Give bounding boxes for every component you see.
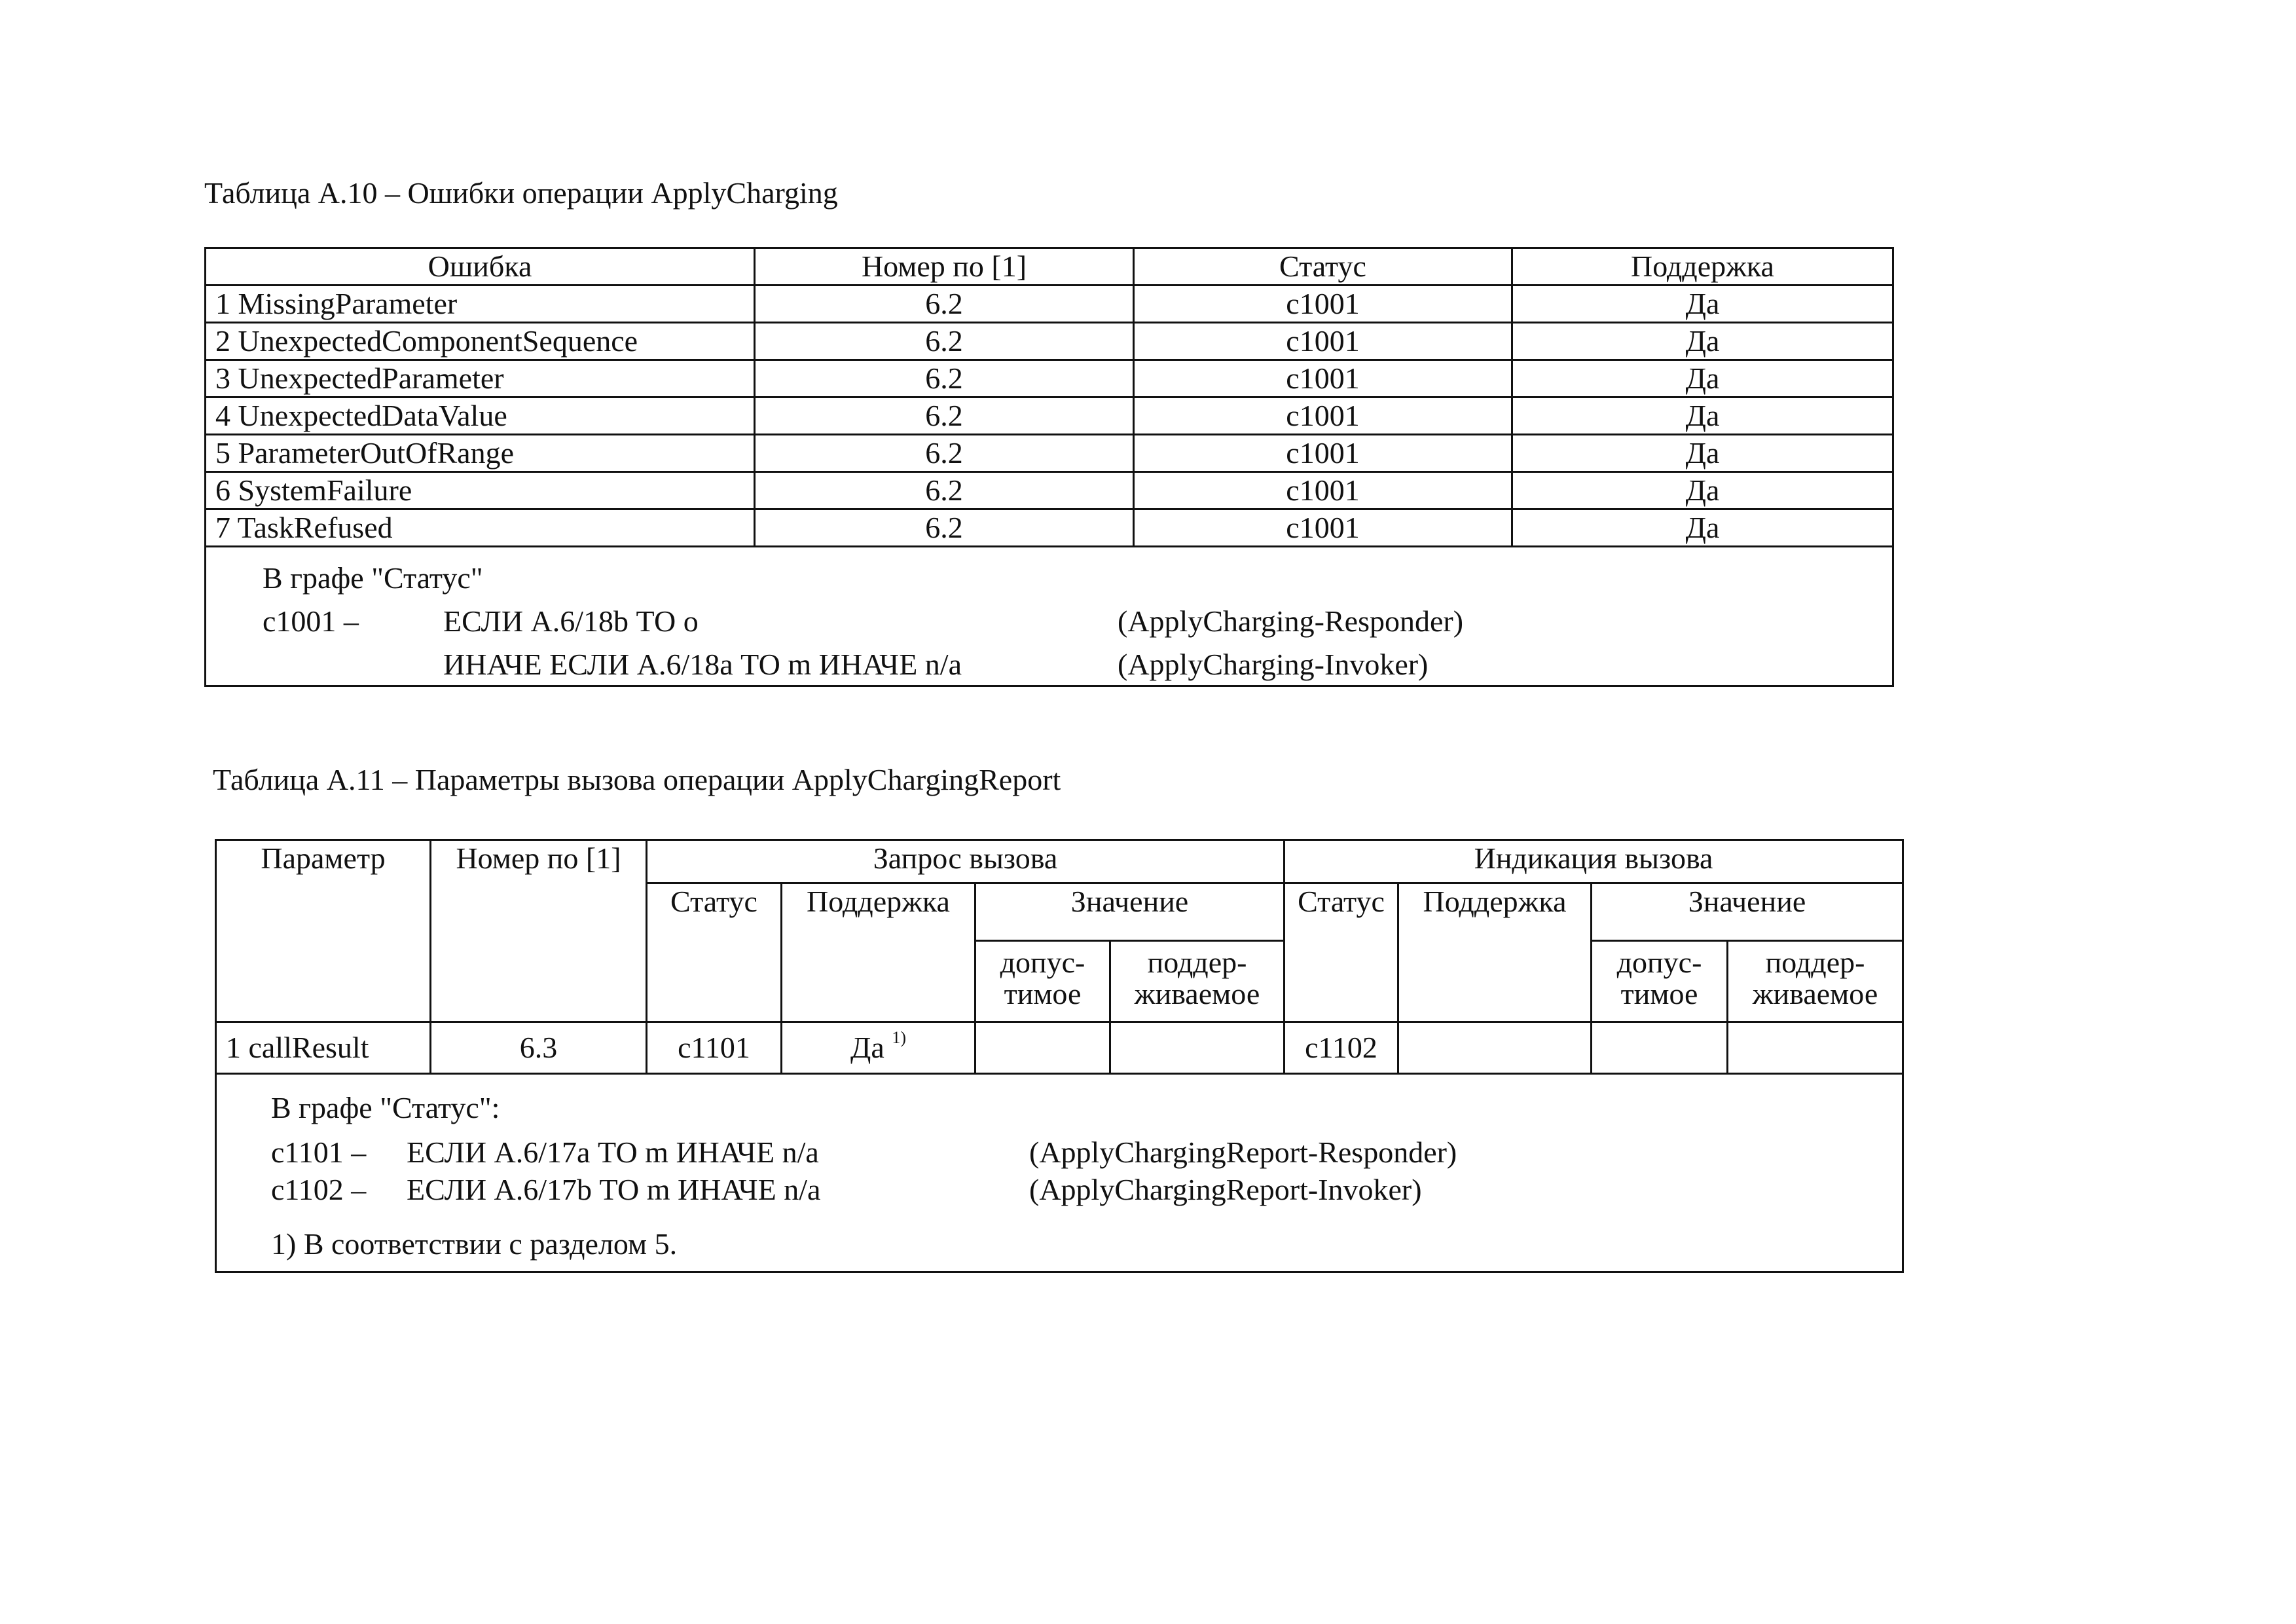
column-header-indication-allowed: допус-тимое bbox=[1592, 941, 1728, 1022]
cell-indication-status: c1102 bbox=[1285, 1022, 1398, 1074]
cell-indication-support bbox=[1398, 1022, 1592, 1074]
notes-heading: В графе "Статус" bbox=[263, 561, 483, 595]
cell-indication-allowed bbox=[1592, 1022, 1728, 1074]
cell-number: 6.3 bbox=[431, 1022, 647, 1074]
cell-request-allowed bbox=[975, 1022, 1110, 1074]
table-row bbox=[206, 397, 1893, 435]
cell-number: 6.2 bbox=[755, 286, 1134, 323]
cell-support: Да bbox=[1512, 360, 1893, 397]
column-header-request-supported: поддер-живаемое bbox=[1110, 941, 1285, 1022]
group-header-request: Запрос вызова bbox=[647, 840, 1285, 883]
cell-error: 3 UnexpectedParameter bbox=[206, 360, 755, 397]
cell-number: 6.2 bbox=[755, 472, 1134, 509]
cell-support: Да bbox=[1512, 472, 1893, 509]
notes-condition-2: ЕСЛИ А.6/17b ТО m ИНАЧЕ n/a bbox=[407, 1173, 821, 1206]
cell-error: 4 UnexpectedDataValue bbox=[206, 397, 755, 435]
notes-row bbox=[216, 1074, 1903, 1272]
cell-status: c1001 bbox=[1134, 435, 1512, 472]
notes-condition-2: ИНАЧЕ ЕСЛИ А.6/18а ТО m ИНАЧЕ n/a bbox=[443, 648, 962, 681]
cell-error: 7 TaskRefused bbox=[206, 509, 755, 547]
column-header-support: Поддержка bbox=[1512, 248, 1893, 286]
cell-status: c1001 bbox=[1134, 509, 1512, 547]
column-header-request-support: Поддержка bbox=[782, 883, 975, 1022]
table-row bbox=[206, 323, 1893, 360]
table-a10 bbox=[204, 247, 1894, 687]
notes-condition-1: ЕСЛИ А.6/18b ТО o bbox=[443, 604, 699, 638]
status-notes bbox=[206, 547, 1893, 686]
column-header-request-status: Статус bbox=[647, 883, 782, 1022]
cell-error: 5 ParameterOutOfRange bbox=[206, 435, 755, 472]
cell-error: 6 SystemFailure bbox=[206, 472, 755, 509]
cell-request-supported bbox=[1110, 1022, 1285, 1074]
table-row bbox=[206, 509, 1893, 547]
table-row bbox=[206, 472, 1893, 509]
notes-role-2: (ApplyChargingReport-Invoker) bbox=[1029, 1173, 1422, 1206]
column-header-indication-supported: поддер-живаемое bbox=[1728, 941, 1903, 1022]
header-row-1 bbox=[216, 840, 1903, 883]
cell-support: Да bbox=[1512, 323, 1893, 360]
column-header-number: Номер по [1] bbox=[755, 248, 1134, 286]
table-header-row bbox=[206, 248, 1893, 286]
column-header-indication-status: Статус bbox=[1285, 883, 1398, 1022]
support-value: Да bbox=[850, 1031, 884, 1064]
cell-request-status: c1101 bbox=[647, 1022, 782, 1074]
table-a11 bbox=[215, 839, 1904, 1273]
table-row bbox=[206, 435, 1893, 472]
column-header-status: Статус bbox=[1134, 248, 1512, 286]
table-row bbox=[206, 360, 1893, 397]
group-header-indication-value: Значение bbox=[1592, 883, 1903, 941]
cell-number: 6.2 bbox=[755, 360, 1134, 397]
cell-support: Да bbox=[1512, 286, 1893, 323]
cell-status: c1001 bbox=[1134, 360, 1512, 397]
table-a10-caption: Таблица А.10 – Ошибки операции ApplyCharging bbox=[204, 176, 838, 210]
cell-error: 2 UnexpectedComponentSequence bbox=[206, 323, 755, 360]
cell-status: c1001 bbox=[1134, 472, 1512, 509]
column-header-number: Номер по [1] bbox=[431, 840, 647, 1022]
cell-number: 6.2 bbox=[755, 397, 1134, 435]
notes-code-2: c1102 – bbox=[271, 1173, 367, 1206]
cell-number: 6.2 bbox=[755, 323, 1134, 360]
cell-support: Да bbox=[1512, 435, 1893, 472]
cell-support: Да bbox=[1512, 509, 1893, 547]
notes-row bbox=[206, 547, 1893, 686]
cell-support: Да bbox=[1512, 397, 1893, 435]
cell-status: c1001 bbox=[1134, 323, 1512, 360]
cell-number: 6.2 bbox=[755, 435, 1134, 472]
group-header-request-value: Значение bbox=[975, 883, 1285, 941]
column-header-indication-support: Поддержка bbox=[1398, 883, 1592, 1022]
cell-parameter: 1 callResult bbox=[216, 1022, 431, 1074]
footnote-marker: 1) bbox=[892, 1028, 906, 1047]
column-header-parameter: Параметр bbox=[216, 840, 431, 1022]
cell-status: c1001 bbox=[1134, 286, 1512, 323]
group-header-indication: Индикация вызова bbox=[1285, 840, 1903, 883]
notes-condition-1: ЕСЛИ А.6/17а ТО m ИНАЧЕ n/a bbox=[407, 1135, 819, 1169]
notes-heading: В графе "Статус": bbox=[271, 1091, 500, 1124]
cell-indication-supported bbox=[1728, 1022, 1903, 1074]
footnote: 1) В соответствии с разделом 5. bbox=[271, 1227, 678, 1261]
cell-error: 1 MissingParameter bbox=[206, 286, 755, 323]
notes-code: c1001 – bbox=[263, 604, 359, 638]
table-row bbox=[206, 286, 1893, 323]
cell-status: c1001 bbox=[1134, 397, 1512, 435]
column-header-request-allowed: допус-тимое bbox=[975, 941, 1110, 1022]
column-header-error: Ошибка bbox=[206, 248, 755, 286]
notes-role-2: (ApplyCharging-Invoker) bbox=[1118, 648, 1429, 681]
table-a11-caption: Таблица А.11 – Параметры вызова операции ApplyChargingReport bbox=[213, 763, 1061, 796]
status-notes bbox=[216, 1074, 1903, 1272]
notes-role-1: (ApplyCharging-Responder) bbox=[1118, 604, 1464, 638]
notes-role-1: (ApplyChargingReport-Responder) bbox=[1029, 1135, 1457, 1169]
cell-number: 6.2 bbox=[755, 509, 1134, 547]
table-row bbox=[216, 1022, 1903, 1074]
notes-code-1: c1101 – bbox=[271, 1135, 367, 1169]
cell-request-support bbox=[782, 1022, 975, 1074]
